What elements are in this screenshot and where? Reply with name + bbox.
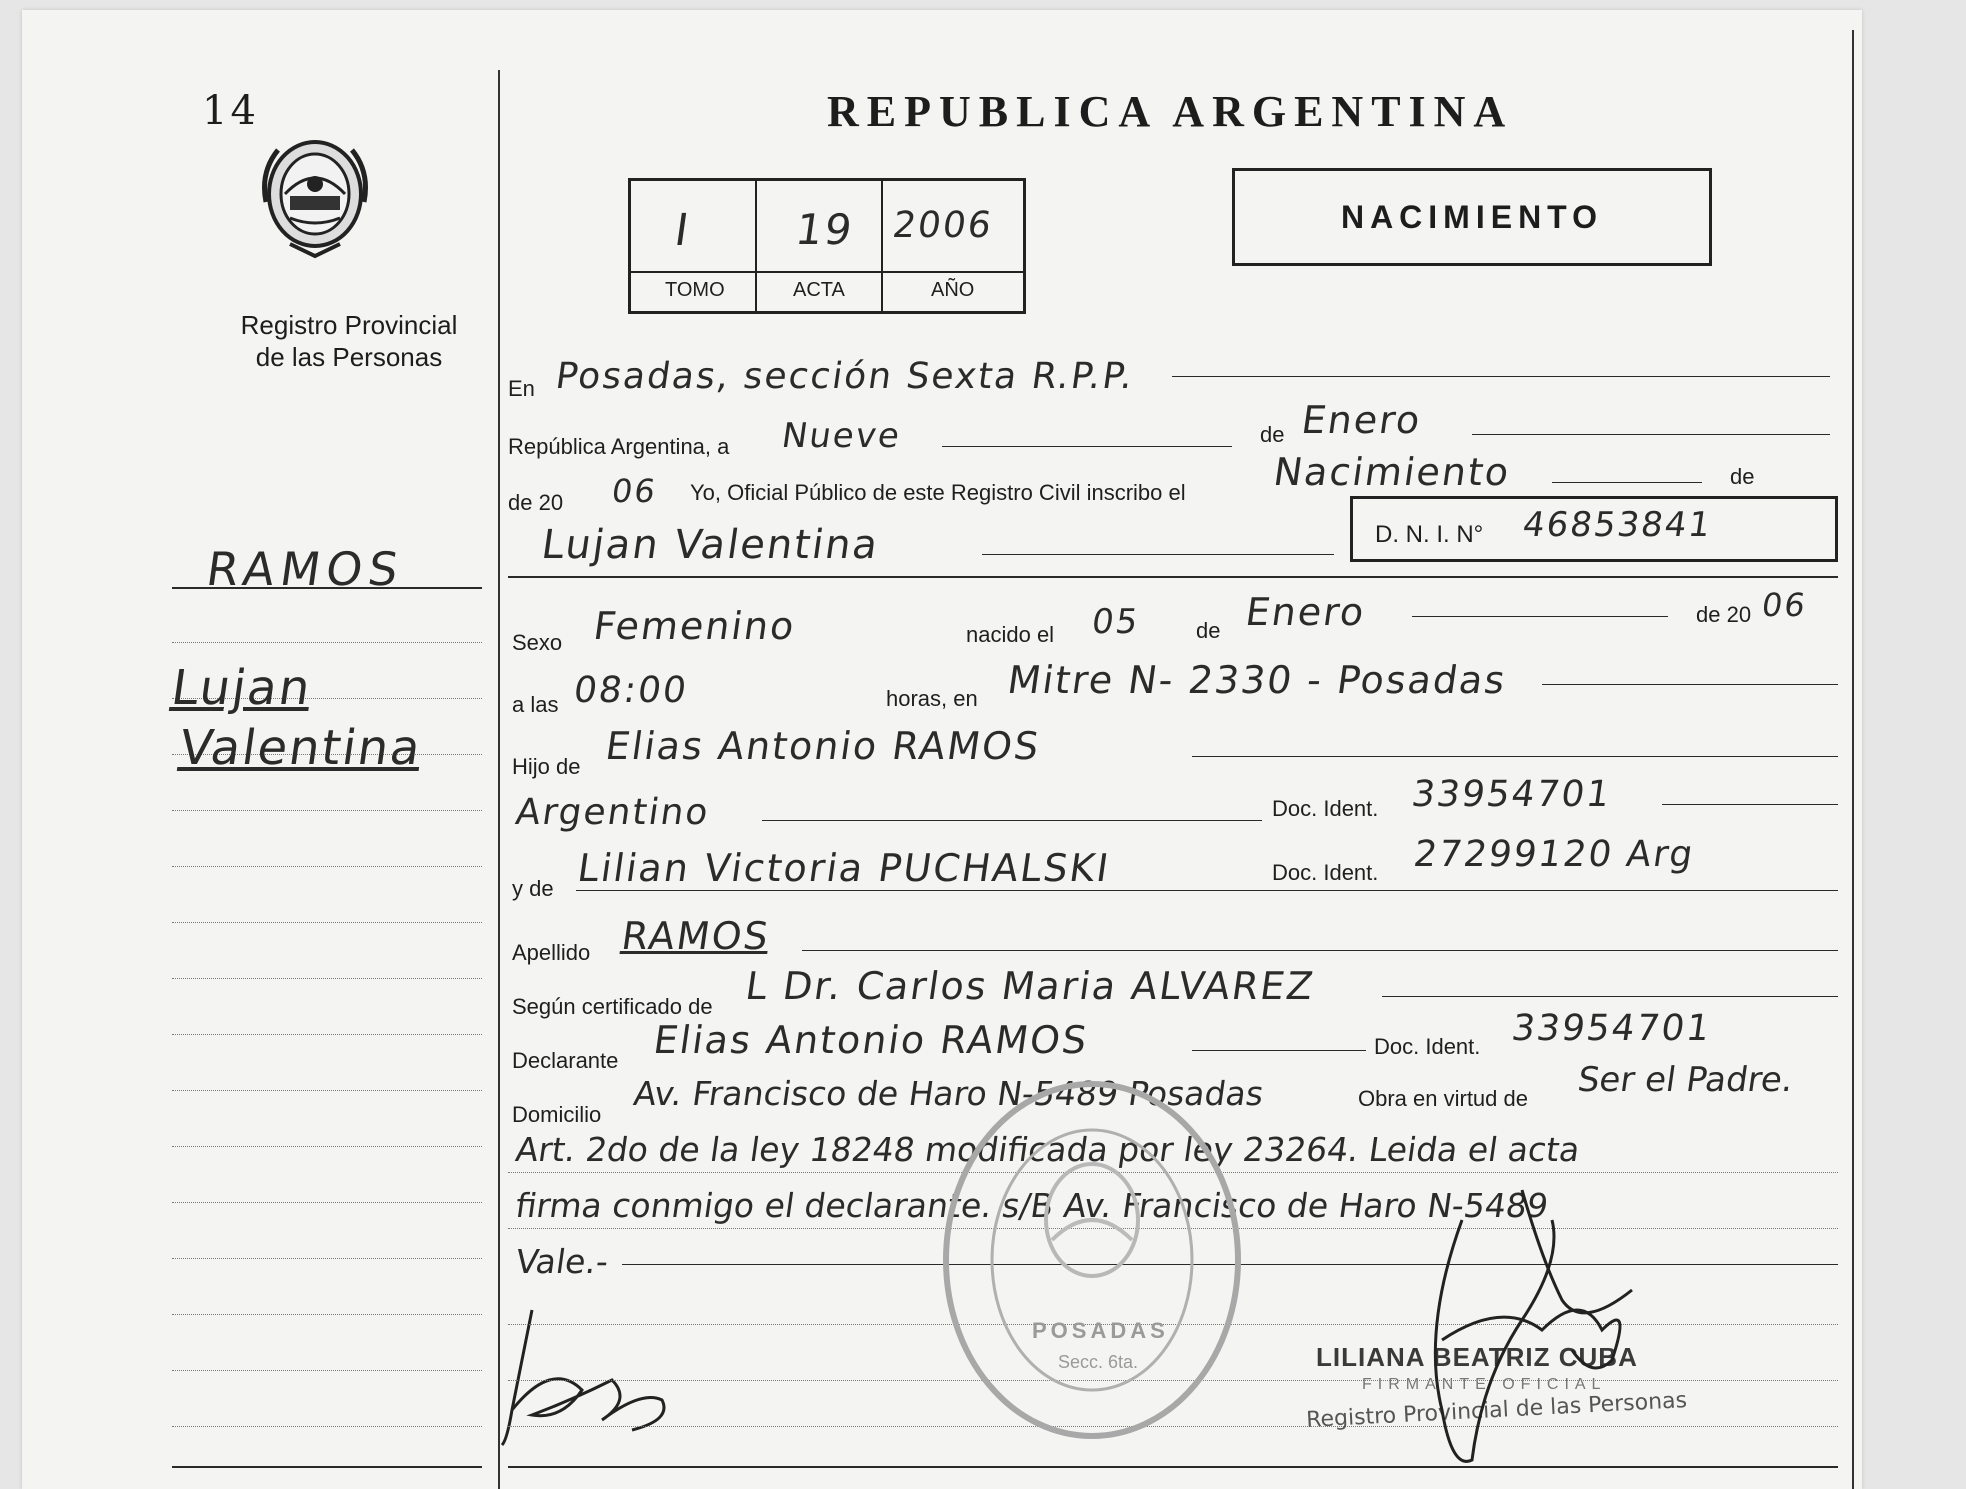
margin-given-name-1: Lujan [168,660,316,716]
margin-surname: RAMOS [203,542,408,596]
anio-label: AÑO [931,279,975,301]
left-rule [172,810,482,811]
officer-registry: Registro Provincial de las Personas [1305,1388,1688,1433]
obra-value: Ser el Padre. [1575,1060,1796,1100]
registry-name-line2: de las Personas [255,342,443,372]
registry-name-line1: Registro Provincial [240,310,458,340]
left-rule [172,642,482,643]
declarante-value: Elias Antonio RAMOS [650,1018,1092,1062]
document-type: NACIMIENTO [1340,199,1604,235]
left-rule [172,1314,482,1315]
declarante-label: Declarante [512,1048,619,1073]
act-type: Nacimiento [1270,450,1514,494]
month-word: Enero [1298,398,1425,442]
obra-label: Obra en virtud de [1358,1086,1528,1111]
birth-day: 05 [1089,602,1143,642]
mother-doc: 27299120 Arg [1411,834,1698,875]
yde-label: y de [512,876,554,901]
left-rule [172,1426,482,1427]
left-rule [172,1466,482,1468]
left-rule [172,922,482,923]
birth-time: 08:00 [571,670,691,711]
left-rule [172,1146,482,1147]
father-name: Elias Antonio RAMOS [602,724,1044,768]
acta-value: 19 [792,205,857,254]
domicilio-value: Av. Francisco de Haro N-5489 Posadas [631,1074,1267,1113]
acta-label: ACTA [793,279,845,301]
certifier: L Dr. Carlos Maria ALVAREZ [742,964,1318,1008]
official-stamp-icon [932,1070,1252,1450]
notes-line1: Art. 2do de la ley 18248 modificada por ley 23264. Leida el acta [513,1130,1583,1169]
notes-line3: Vale.- [513,1242,611,1281]
declarante-doc-label: Doc. Ident. [1374,1034,1481,1059]
stamp-unit: Secc. 6ta. [1058,1352,1139,1372]
registry-number-box [628,178,1026,314]
birth-certificate-sheet [22,10,1862,1489]
apellido-value: RAMOS [618,914,773,958]
anio-value: 2006 [890,205,996,246]
right-border [1852,30,1854,1489]
child-name: Lujan Valentina [538,522,883,568]
father-nationality: Argentino [513,792,713,833]
de-label-2: de [1730,464,1755,489]
margin-given-name-2: Valentina [176,720,426,776]
left-rule [172,1258,482,1259]
stamp-city: POSADAS [1032,1318,1169,1343]
segun-label: Según certificado de [512,994,713,1019]
declarante-doc: 33954701 [1509,1008,1715,1049]
apellido-label: Apellido [512,940,591,965]
oficial-text: Yo, Oficial Público de este Registro Civil inscribo el [690,480,1186,505]
horas-label: horas, en [886,686,978,711]
left-rule [172,1090,482,1091]
officer-signature-icon [1402,1180,1662,1480]
tomo-label: TOMO [665,279,725,301]
de20-label-2: de 20 [1696,602,1752,627]
left-rule [172,1034,482,1035]
alas-label: a las [512,692,559,717]
left-rule [172,866,482,867]
year-short: 06 [609,472,660,510]
declarant-signature-icon [492,1300,692,1450]
officer-name: LILIANA BEATRIZ CUBA [1316,1342,1638,1372]
tomo-value: I [671,205,694,256]
day-word: Nueve [779,416,904,456]
mother-name: Lilian Victoria PUCHALSKI [574,846,1113,890]
birth-year-short: 06 [1759,586,1810,624]
domicilio-label: Domicilio [512,1102,602,1127]
page-title: REPUBLICA ARGENTINA [827,87,1514,136]
republica-label: República Argentina, a [508,434,730,459]
dni-label: D. N. I. N° [1375,521,1484,548]
birth-place: Mitre N- 2330 - Posadas [1004,658,1510,702]
nacido-label: nacido el [966,622,1055,647]
father-doc: 33954701 [1409,774,1615,815]
father-doc-label: Doc. Ident. [1272,796,1379,821]
de-label-3: de [1196,618,1221,643]
document-type-box [1232,168,1712,266]
misiones-emblem-icon [260,132,370,262]
left-rule [172,1370,482,1371]
de20-label: de 20 [508,490,564,515]
en-value: Posadas, sección Sexta R.P.P. [553,356,1138,397]
left-rule [172,978,482,979]
mother-doc-label: Doc. Ident. [1272,860,1379,885]
dni-box [1350,496,1838,562]
panel-divider [498,70,500,1489]
sexo-label: Sexo [512,630,563,655]
officer-title: FIRMANTE OFICIAL [1362,1376,1607,1393]
hijo-label: Hijo de [512,754,581,779]
sexo-value: Femenino [590,604,799,648]
dni-value: 46853841 [1520,505,1715,545]
page-number: 14 [202,88,259,134]
de-label: de [1260,422,1285,447]
birth-month: Enero [1242,590,1369,634]
en-label: En [508,376,535,401]
notes-line2: firma conmigo el declarante. s/B Av. Francisco de Haro N-5489 [513,1186,1551,1225]
left-rule [172,1202,482,1203]
